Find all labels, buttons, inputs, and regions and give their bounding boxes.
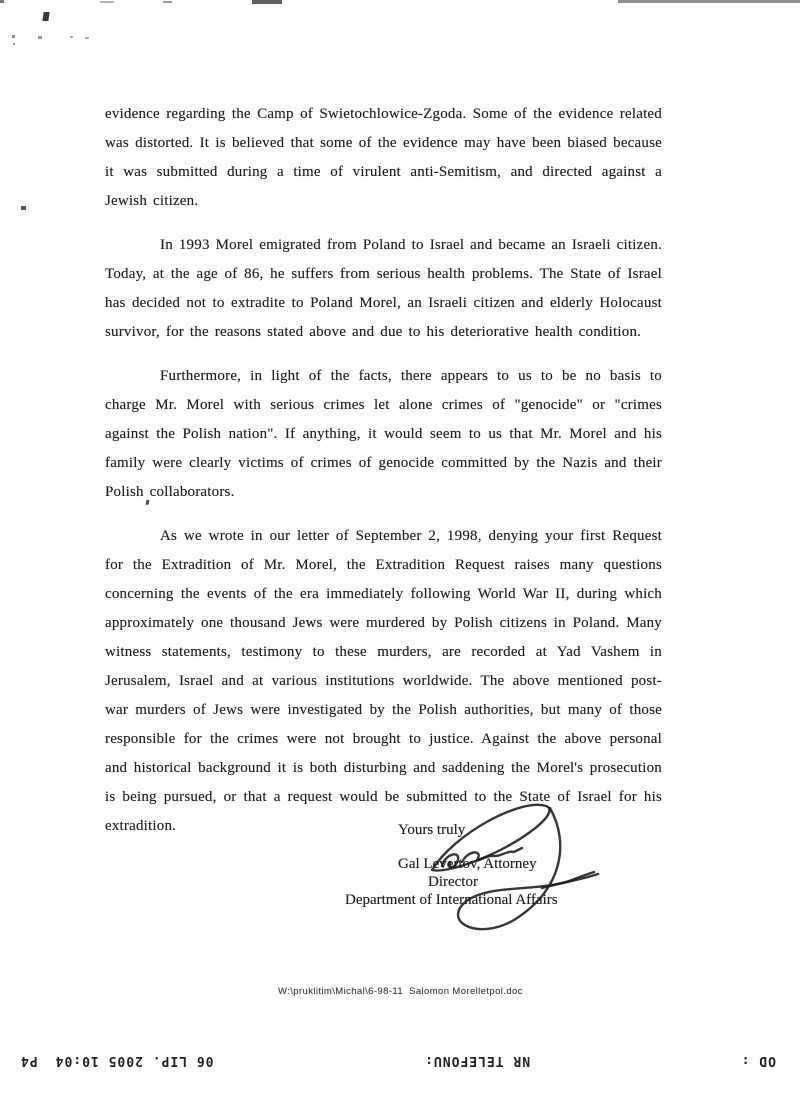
scan-artifact [38, 36, 42, 39]
signatory-name: Gal Levertov, Attorney [398, 856, 537, 872]
valediction: Yours truly [398, 822, 466, 838]
signatory-department: Department of International Affairs [345, 892, 558, 908]
fax-datetime-group [20, 1054, 214, 1069]
letter-paragraph: evidence regarding the Camp of Swietochlowice-Zgoda. Some of the evidence related was distorted. It is believed that some of the evidence may have been biased because it was submitted during a time of virulent anti-Semitism, and directed against a Jewish citizen. [105, 106, 662, 209]
fax-phone-label: NR TELEFONU: [424, 1053, 531, 1069]
file-reference: W:\pruklitim\Michal\6-98-11 Salomon Morelletpol.doc [278, 986, 523, 997]
scan-artifact [85, 37, 89, 39]
scan-artifact-line [618, 0, 800, 3]
scan-artifact [0, 0, 4, 3]
scan-artifact [13, 43, 15, 45]
scan-artifact [252, 0, 282, 4]
fax-page-indicator: P4 [20, 1053, 38, 1069]
closing-block [345, 822, 645, 909]
scan-artifact [12, 35, 15, 38]
letter-body [105, 100, 662, 841]
scan-artifact [42, 12, 49, 21]
letter-paragraph: As we wrote in our letter of September 2, 1998, denying your first Request for the Extradition of Mr. Morel, the Extradition Request raises many questions concerning the events of the era immediately following World War II, during which approximately one thousand Jews were murdered by Polish citizens in Poland. Many witness statements, testimony to these murders, are recorded at Yad Vashem in Jerusalem, Israel and at various institutions worldwide. The above mentioned post-war murders of Jews were investigated by the Polish authorities, but many of those responsible for the crimes were not brought to justice. Against the above personal and historical background it is both disturbing and saddening the Morel's prosecution is being pursued, or that a request would be submitted to the State of Israel for his extradition. [105, 528, 662, 834]
fax-from-label: OD : [740, 1053, 776, 1069]
scan-artifact [21, 206, 26, 210]
scan-artifact [100, 1, 114, 3]
fax-datetime: 06 LIP. 2005 10:04 [54, 1053, 214, 1069]
letter-paragraph: In 1993 Morel emigrated from Poland to Israel and became an Israeli citizen. Today, at the age of 86, he suffers from serious health problems. The State of Israel has decided not to extradite to Poland Morel, an Israeli citizen and elderly Holocaust survivor, for the reasons stated above and due to his deteriorative health condition. [105, 237, 662, 340]
signatory-title: Director [428, 874, 478, 890]
letter-paragraph: Furthermore, in light of the facts, there appears to us to be no basis to charge Mr. Morel with serious crimes let alone crimes of "genocide" or "crimes against the Polish nation". If anything, it would seem to us that Mr. Morel and his family were clearly victims of crimes of genocide committed by the Nazis and their Polish collaborators. [105, 368, 662, 500]
scan-artifact [70, 36, 73, 38]
fax-header-upside-down [0, 1048, 800, 1074]
scan-artifact [163, 1, 172, 3]
